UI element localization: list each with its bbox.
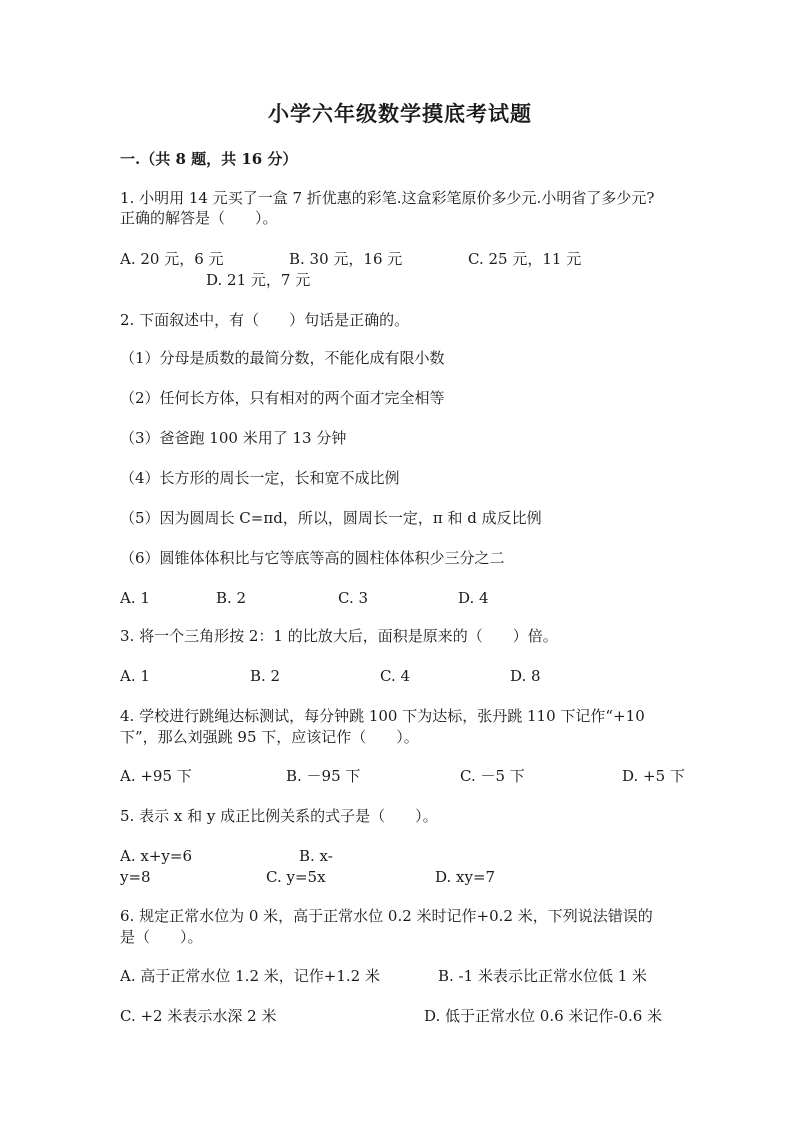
q2-option-c: C. 3: [338, 589, 369, 607]
q5-option-b-part2: y=8: [120, 868, 151, 886]
q1-option-c: C. 25 元，11 元: [468, 250, 582, 268]
q3-option-a: A. 1: [120, 667, 150, 685]
q4-option-b: B. －95 下: [286, 767, 361, 785]
q5-option-d: D. xy=7: [435, 868, 496, 886]
q4-option-c: C. －5 下: [460, 767, 525, 785]
q6-stem-line1: 6. 规定正常水位为 0 米，高于正常水位 0.2 米时记作+0.2 米，下列说法错误的: [120, 907, 653, 925]
q1-option-a: A. 20 元，6 元: [120, 250, 224, 268]
q1-stem-line1: 1. 小明用 14 元买了一盒 7 折优惠的彩笔.这盒彩笔原价多少元.小明省了多少元?: [120, 189, 655, 207]
q2-statement: （6）圆锥体体积比与它等底等高的圆柱体体积少三分之二: [120, 549, 505, 567]
q2-statement: （1）分母是质数的最简分数，不能化成有限小数: [120, 349, 445, 367]
q2-statement: （5）因为圆周长 C=πd，所以，圆周长一定，π 和 d 成反比例: [120, 509, 542, 527]
q5-option-a: A. x+y=6: [120, 847, 192, 865]
q1-option-d: D. 21 元，7 元: [206, 271, 311, 289]
q6-option-c: C. +2 米表示水深 2 米: [120, 1007, 277, 1025]
q1-stem-line2: 正确的解答是（ ）。: [120, 209, 278, 227]
q2-statement: （4）长方形的周长一定，长和宽不成比例: [120, 469, 400, 487]
q2-stem: 2. 下面叙述中，有（ ）句话是正确的。: [120, 311, 410, 329]
q3-option-d: D. 8: [510, 667, 541, 685]
q4-option-a: A. +95 下: [120, 767, 192, 785]
q2-option-a: A. 1: [120, 589, 150, 607]
q4-stem-line1: 4. 学校进行跳绳达标测试，每分钟跳 100 下为达标，张丹跳 110 下记作“+10: [120, 707, 645, 725]
q3-option-c: C. 4: [380, 667, 411, 685]
q2-statement: （2）任何长方体，只有相对的两个面才完全相等: [120, 389, 445, 407]
q6-option-a: A. 高于正常水位 1.2 米，记作+1.2 米: [120, 967, 380, 985]
q5-option-c: C. y=5x: [266, 868, 326, 886]
q2-statement: （3）爸爸跑 100 米用了 13 分钟: [120, 429, 347, 447]
q6-option-d: D. 低于正常水位 0.6 米记作-0.6 米: [424, 1007, 663, 1025]
q2-option-b: B. 2: [216, 589, 247, 607]
section-heading: 一.（共 8 题，共 16 分）: [120, 150, 298, 168]
q4-stem-line2: 下”，那么刘强跳 95 下，应该记作（ ）。: [120, 728, 419, 746]
q1-option-b: B. 30 元，16 元: [289, 250, 403, 268]
q3-stem: 3. 将一个三角形按 2：1 的比放大后，面积是原来的（ ）倍。: [120, 627, 558, 645]
q6-option-b: B. -1 米表示比正常水位低 1 米: [438, 967, 648, 985]
q5-stem: 5. 表示 x 和 y 成正比例关系的式子是（ ）。: [120, 807, 438, 825]
q4-option-d: D. +5 下: [622, 767, 685, 785]
q3-option-b: B. 2: [250, 667, 281, 685]
q2-option-d: D. 4: [458, 589, 489, 607]
q5-option-b-part1: B. x-: [299, 847, 333, 865]
exam-title: 小学六年级数学摸底考试题: [268, 101, 532, 126]
q6-stem-line2: 是（ ）。: [120, 928, 203, 946]
